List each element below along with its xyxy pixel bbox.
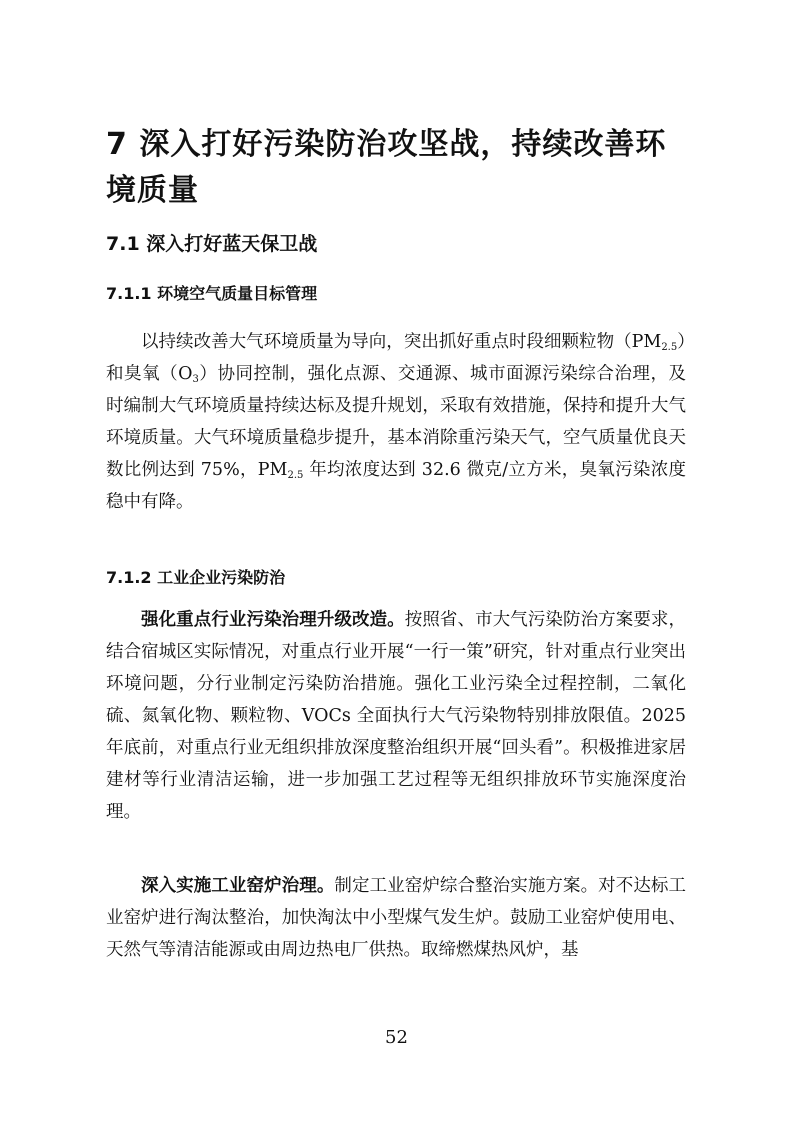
paragraph-industrial-kiln bbox=[106, 870, 686, 966]
chapter-title: 7 深入打好污染防治攻坚战，持续改善环境质量 bbox=[106, 127, 667, 208]
section-heading-7-1: 7.1 深入打好蓝天保卫战 bbox=[106, 233, 318, 255]
paragraph-text: 制定工业窑炉综合整治实施方案。对不达标工业窑炉进行淘汰整治，加快淘汰中小型煤气发生炉。鼓励工业窑炉使用电、天然气等清洁能源或由周边热电厂供热。取缔燃煤热风炉，基 bbox=[106, 876, 687, 960]
paragraph-lead: 强化重点行业污染治理升级改造。 bbox=[141, 610, 405, 630]
subscript: 2.5 bbox=[661, 342, 678, 353]
page-number: 52 bbox=[385, 1027, 408, 1048]
section-heading-7-1-2: 7.1.2 工业企业污染防治 bbox=[106, 568, 286, 587]
paragraph-text: ）协同控制，强化点源、交通源、城市面源污染综合治理，及时编制大气环境质量持续达标及提升规划，采取有效措施，保持和提升大气环境质量。大气环境质量稳步提升，基本消除重污染天气，空气质量优良天数比例达到 75%，PM bbox=[106, 364, 686, 480]
paragraph-text: ）和臭氧（O bbox=[106, 332, 686, 384]
paragraph-text: 按照省、市大气污染防治方案要求，结合宿城区实际情况，对重点行业开展“一行一策”研究，针对重点行业突出环境问题，分行业制定污染防治措施。强化工业污染全过程控制，二氧化硫、氮氧化物、颗粒物、VOCs 全面执行大气污染物特别排放限值。2025 年底前，对重点行业无组织排放深度整治组织开展“回头看”。积极推进家居建材等行业清洁运输，进一步加强工艺过程等无组织排放环节实施深度治理。 bbox=[106, 610, 686, 822]
paragraph-key-industry-upgrade bbox=[106, 604, 686, 828]
paragraph-text: 以持续改善大气环境质量为导向，突出抓好重点时段细颗粒物（PM bbox=[141, 332, 662, 352]
paragraph-text: 年均浓度达到 32.6 微克/立方米，臭氧污染浓度稳中有降。 bbox=[106, 460, 686, 512]
section-heading-7-1-1: 7.1.1 环境空气质量目标管理 bbox=[106, 284, 318, 303]
paragraph-lead: 深入实施工业窑炉治理。 bbox=[141, 876, 335, 896]
paragraph-air-quality-target bbox=[106, 326, 686, 518]
subscript: 3 bbox=[192, 374, 199, 385]
subscript: 2.5 bbox=[287, 470, 304, 481]
